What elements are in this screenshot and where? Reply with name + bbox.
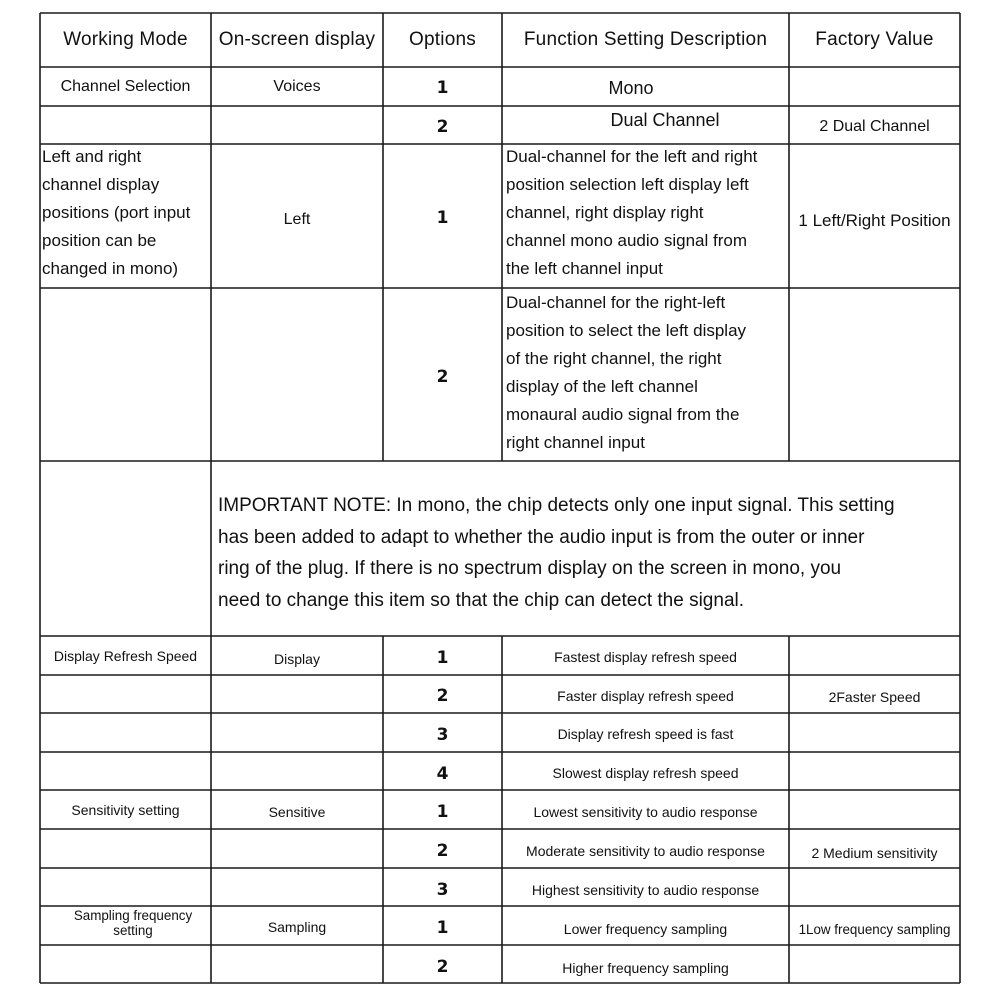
sensitivity-mode-cell: Sensitivity setting bbox=[71, 801, 180, 818]
refresh-option-4: 4 bbox=[436, 763, 449, 784]
sensitivity-option-3: 3 bbox=[436, 879, 449, 900]
sampling-display-cell: Sampling bbox=[267, 918, 327, 935]
header-on-screen-display: On-screen display bbox=[218, 29, 376, 50]
position-option-2-desc-line: Dual-channel for the right-left bbox=[506, 293, 726, 312]
sampling-mode-cell bbox=[40, 908, 226, 945]
refresh-option-4-desc: Slowest display refresh speed bbox=[552, 765, 739, 781]
refresh-display-cell: Display bbox=[274, 650, 320, 667]
sampling-mode-line: setting bbox=[113, 923, 153, 938]
channel-option-1-desc: Mono bbox=[608, 77, 654, 98]
position-option-1-desc-line: Dual-channel for the left and right bbox=[506, 147, 758, 166]
refresh-option-2: 2 bbox=[436, 686, 449, 706]
position-option-1-desc-line: channel, right display right bbox=[506, 203, 704, 222]
sampling-option-1-desc: Lower frequency sampling bbox=[563, 921, 728, 937]
sensitivity-option-1: 1 bbox=[436, 801, 449, 822]
refresh-mode-cell: Display Refresh Speed bbox=[53, 647, 198, 664]
sampling-option-2: 2 bbox=[436, 956, 449, 977]
refresh-option-2-desc: Faster display refresh speed bbox=[557, 687, 734, 704]
position-option-1-desc-line: the left channel input bbox=[506, 259, 663, 278]
position-option-1-desc bbox=[506, 143, 789, 288]
position-mode-line: channel display bbox=[42, 175, 160, 194]
channel-option-1: 1 bbox=[436, 78, 449, 98]
position-option-2-desc-line: right channel input bbox=[506, 433, 645, 452]
channel-option-2-desc: Dual Channel bbox=[610, 109, 720, 130]
position-option-1-desc-line: channel mono audio signal from bbox=[506, 231, 747, 250]
important-note-line: IMPORTANT NOTE: In mono, the chip detects only one input signal. This setting bbox=[218, 495, 895, 516]
channel-display-cell: Voices bbox=[273, 77, 321, 95]
refresh-option-3: 3 bbox=[436, 724, 449, 745]
position-option-2-desc-line: position to select the left display bbox=[506, 321, 747, 340]
sensitivity-factory-value: 2 Medium sensitivity bbox=[811, 844, 938, 861]
important-note-line: ring of the plug. If there is no spectrum display on the screen in mono, you bbox=[218, 558, 842, 579]
header-working-mode: Working Mode bbox=[63, 29, 188, 50]
sampling-factory-value: 1Low frequency sampling bbox=[798, 922, 951, 937]
channel-mode-cell: Channel Selection bbox=[60, 77, 191, 95]
position-mode-cell bbox=[42, 143, 211, 288]
position-mode-line: changed in mono) bbox=[42, 259, 179, 278]
sensitivity-option-2-desc: Moderate sensitivity to audio response bbox=[526, 843, 765, 859]
important-note bbox=[218, 490, 960, 630]
header-factory-value: Factory Value bbox=[815, 29, 934, 50]
position-option-2-desc-line: display of the left channel bbox=[506, 377, 698, 396]
channel-option-2: 2 bbox=[436, 117, 449, 137]
position-factory-value: 1 Left/Right Position bbox=[798, 211, 951, 230]
refresh-option-1: 1 bbox=[436, 647, 449, 668]
channel-factory-value: 2 Dual Channel bbox=[819, 117, 930, 135]
header-function-description: Function Setting Description bbox=[523, 29, 768, 50]
sensitivity-option-1-desc: Lowest sensitivity to audio response bbox=[533, 804, 758, 820]
refresh-factory-value: 2Faster Speed bbox=[828, 688, 921, 705]
position-option-1: 1 bbox=[436, 208, 449, 228]
sampling-option-1: 1 bbox=[436, 917, 449, 938]
important-note-line: has been added to adapt to whether the audio input is from the outer or inner bbox=[218, 526, 865, 548]
sensitivity-display-cell: Sensitive bbox=[268, 803, 326, 820]
sampling-mode-line: Sampling frequency bbox=[73, 908, 193, 923]
position-display-cell: Left bbox=[283, 211, 311, 228]
position-mode-line: positions (port input bbox=[42, 203, 191, 222]
position-option-2-desc-line: monaural audio signal from the bbox=[506, 405, 740, 424]
position-mode-line: position can be bbox=[42, 231, 157, 250]
sensitivity-option-3-desc: Highest sensitivity to audio response bbox=[531, 882, 760, 898]
position-option-2-desc bbox=[506, 289, 789, 461]
position-mode-line: Left and right bbox=[42, 147, 142, 166]
refresh-option-3-desc: Display refresh speed is fast bbox=[557, 726, 734, 742]
position-option-2-desc-line: of the right channel, the right bbox=[506, 349, 722, 368]
important-note-line: need to change this item so that the chip can detect the signal. bbox=[218, 589, 745, 611]
sensitivity-option-2: 2 bbox=[436, 840, 449, 861]
position-option-2: 2 bbox=[436, 367, 449, 387]
sampling-option-2-desc: Higher frequency sampling bbox=[562, 960, 729, 976]
refresh-option-1-desc: Fastest display refresh speed bbox=[554, 648, 737, 665]
header-options: Options bbox=[409, 29, 476, 50]
position-option-1-desc-line: position selection left display left bbox=[506, 175, 749, 194]
